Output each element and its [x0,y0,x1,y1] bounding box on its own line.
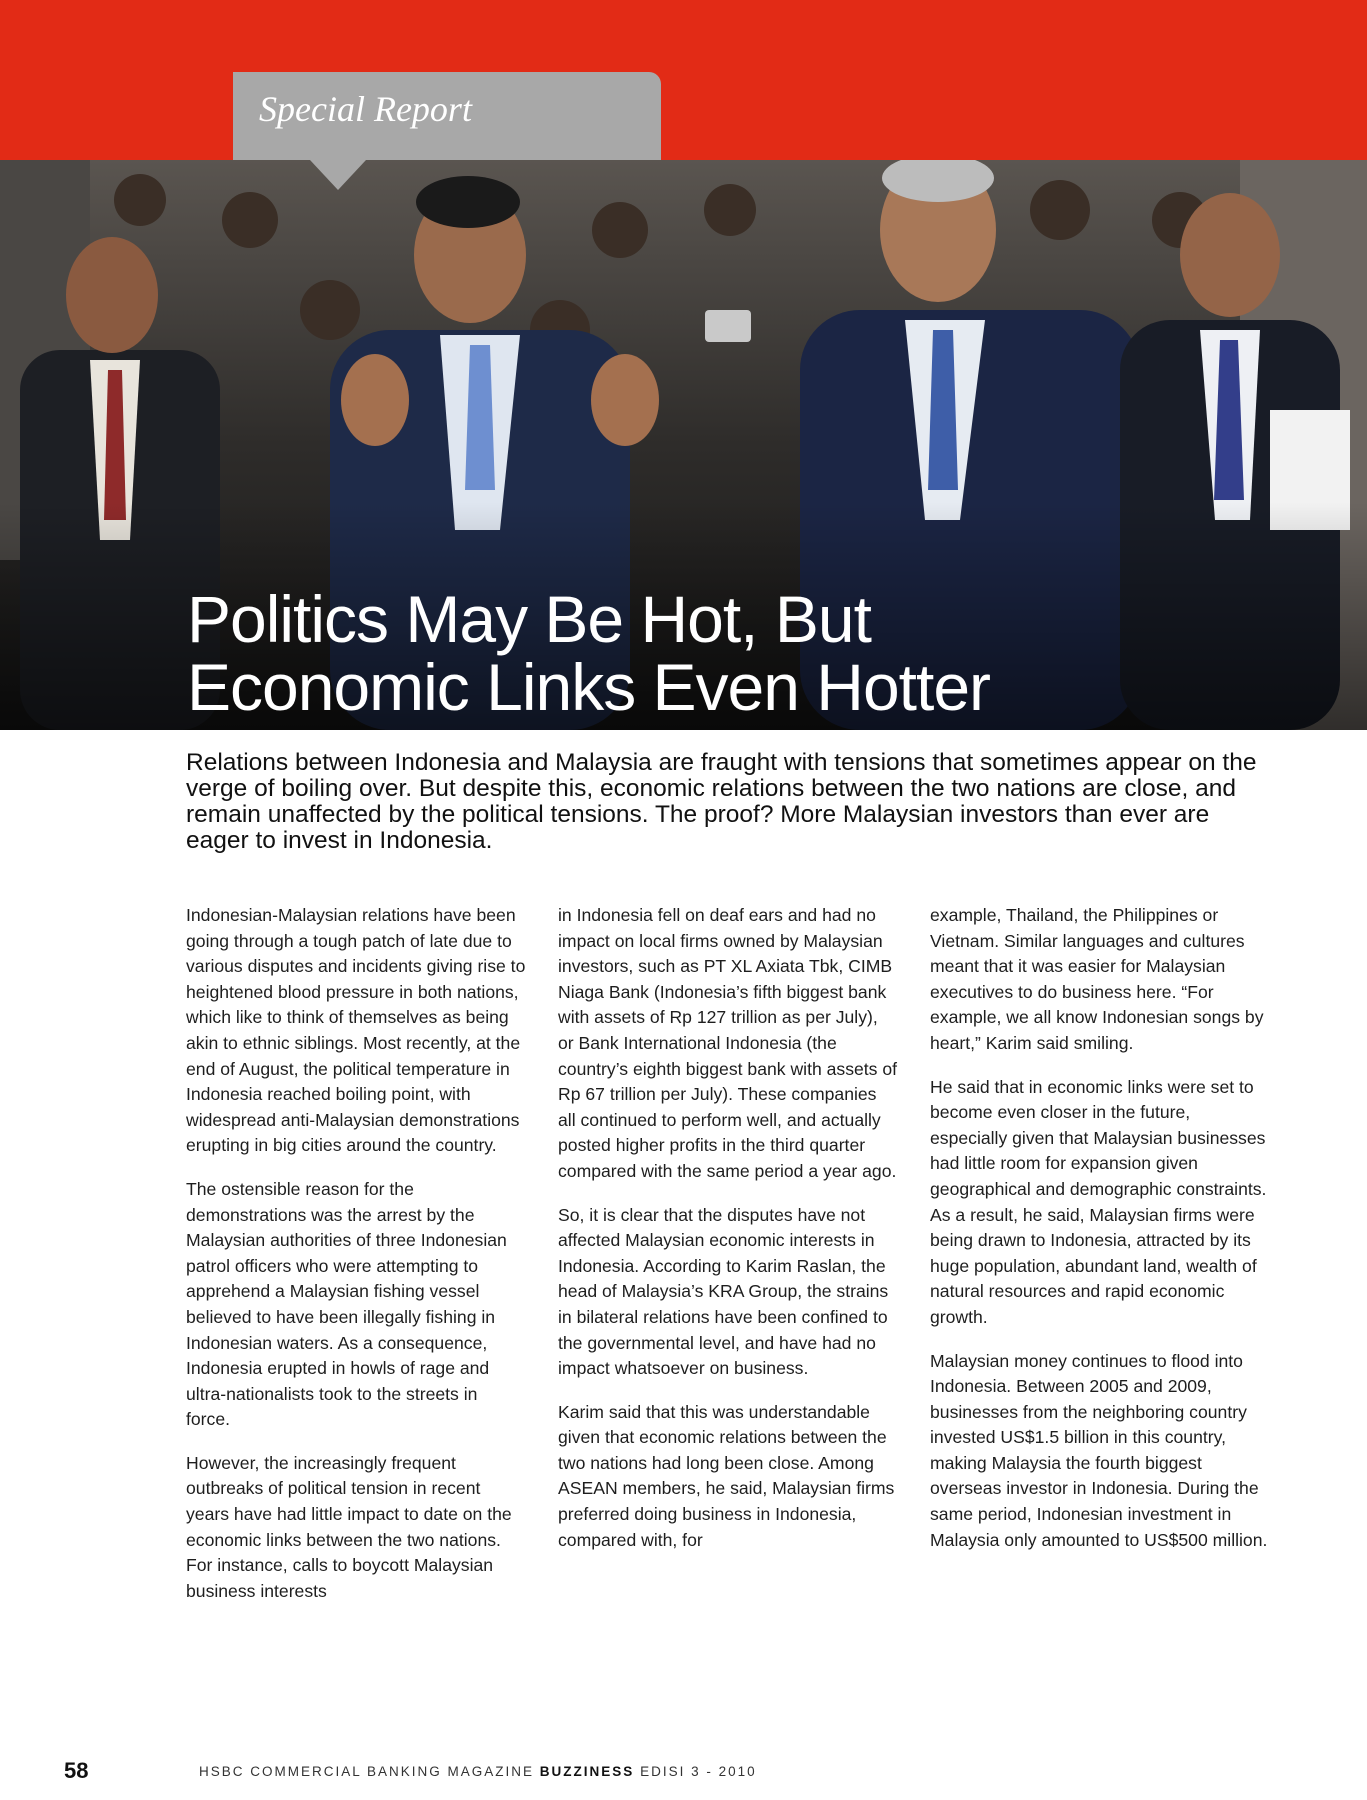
paragraph: The ostensible reason for the demonstrations was the arrest by the Malaysian authorities of three Indonesian patrol officers who were attempting to apprehend a Malaysian fishing vessel believed to have been illegally fishing in Indonesian waters. As a consequence, Indonesia erupted in howls of rage and ultra-nationalists took to the streets in force. [186,1178,507,1430]
magazine-name: BUZZINESS [539,1764,635,1779]
section-tab-pointer [310,160,366,190]
page-footer [64,1758,1064,1788]
lede-paragraph: Relations between Indonesia and Malaysia are fraught with tensions that sometimes appear on the verge of boiling over. But despite this, economic relations between the two nations are close, and remain unaffected by the political tensions. The proof? More Malaysian investors than ever are eager to invest in Indonesia. [186,749,1257,854]
body-column-3 [930,903,1270,1571]
paragraph: Malaysian money continues to flood into Indonesia. Between 2005 and 2009, businesses from the neighboring country invested US$1.5 billion in this country, making Malaysia the fourth biggest overseas investor in Indonesia. During the same period, Indonesian investment in Malaysia only amounted to US$500 million. [930,1350,1268,1550]
magazine-credit [199,1764,757,1779]
paragraph: Karim said that this was understandable given that economic relations between the two nations had long been close. Among ASEAN members, he said, Malaysian firms preferred doing business in Indonesia, compared with, for [558,1401,895,1550]
paragraph: He said that in economic links were set to become even closer in the future, especially given that Malaysian businesses had little room for expansion given geographical and demographic constraints. As a result, he said, Malaysian firms were being drawn to Indonesia, attracted by its huge population, abundant land, wealth of natural resources and rapid economic growth. [930,1076,1267,1327]
page-number: 58 [64,1758,89,1783]
body-column-2 [558,903,898,1571]
paragraph: example, Thailand, the Philippines or Vietnam. Similar languages and cultures meant that it was easier for Malaysian executives to do business here. “For example, we all know Indonesian songs by heart,” Karim said smiling. [930,905,1264,1053]
paragraph: Indonesian-Malaysian relations have been going through a tough patch of late due to various disputes and incidents giving rise to heightened blood pressure in both nations, which like to think of themselves as being akin to ethnic siblings. Most recently, at the end of August, the political temperature in Indonesia reached boiling point, with widespread anti-Malaysian demonstrations erupting in big cities around the country. [186,905,526,1156]
page-title [187,582,1287,724]
magazine-suffix: EDISI 3 - 2010 [634,1764,757,1779]
paragraph: in Indonesia fell on deaf ears and had no impact on local firms owned by Malaysian investors, such as PT XL Axiata Tbk, CIMB Niaga Bank (Indonesia’s fifth biggest bank with assets of Rp 127 trillion as per July), or Bank International Indonesia (the country’s eighth biggest bank with assets of Rp 67 trillion per July). These companies all continued to perform well, and actually posted higher profits in the third quarter compared with the same period a year ago. [558,905,898,1181]
section-tab [233,72,661,160]
article-body [186,903,1266,1663]
paragraph: So, it is clear that the disputes have not affected Malaysian economic interests in Indonesia. According to Karim Raslan, the head of Malaysia’s KRA Group, the strains in bilateral relations have been confined to the governmental level, and have had no impact whatsoever on business. [558,1204,889,1379]
headline-line-1: Politics May Be Hot, But [187,582,871,656]
header-red-band [0,0,1367,160]
magazine-prefix: HSBC COMMERCIAL BANKING MAGAZINE [199,1764,540,1779]
section-label: Special Report [259,89,472,129]
paragraph: However, the increasingly frequent outbreaks of political tension in recent years have had little impact to date on the economic links between the two nations. For instance, calls to boycott Malaysian business interests [186,1452,512,1601]
headline-line-2: Economic Links Even Hotter [187,650,991,724]
body-column-1 [186,903,526,1622]
